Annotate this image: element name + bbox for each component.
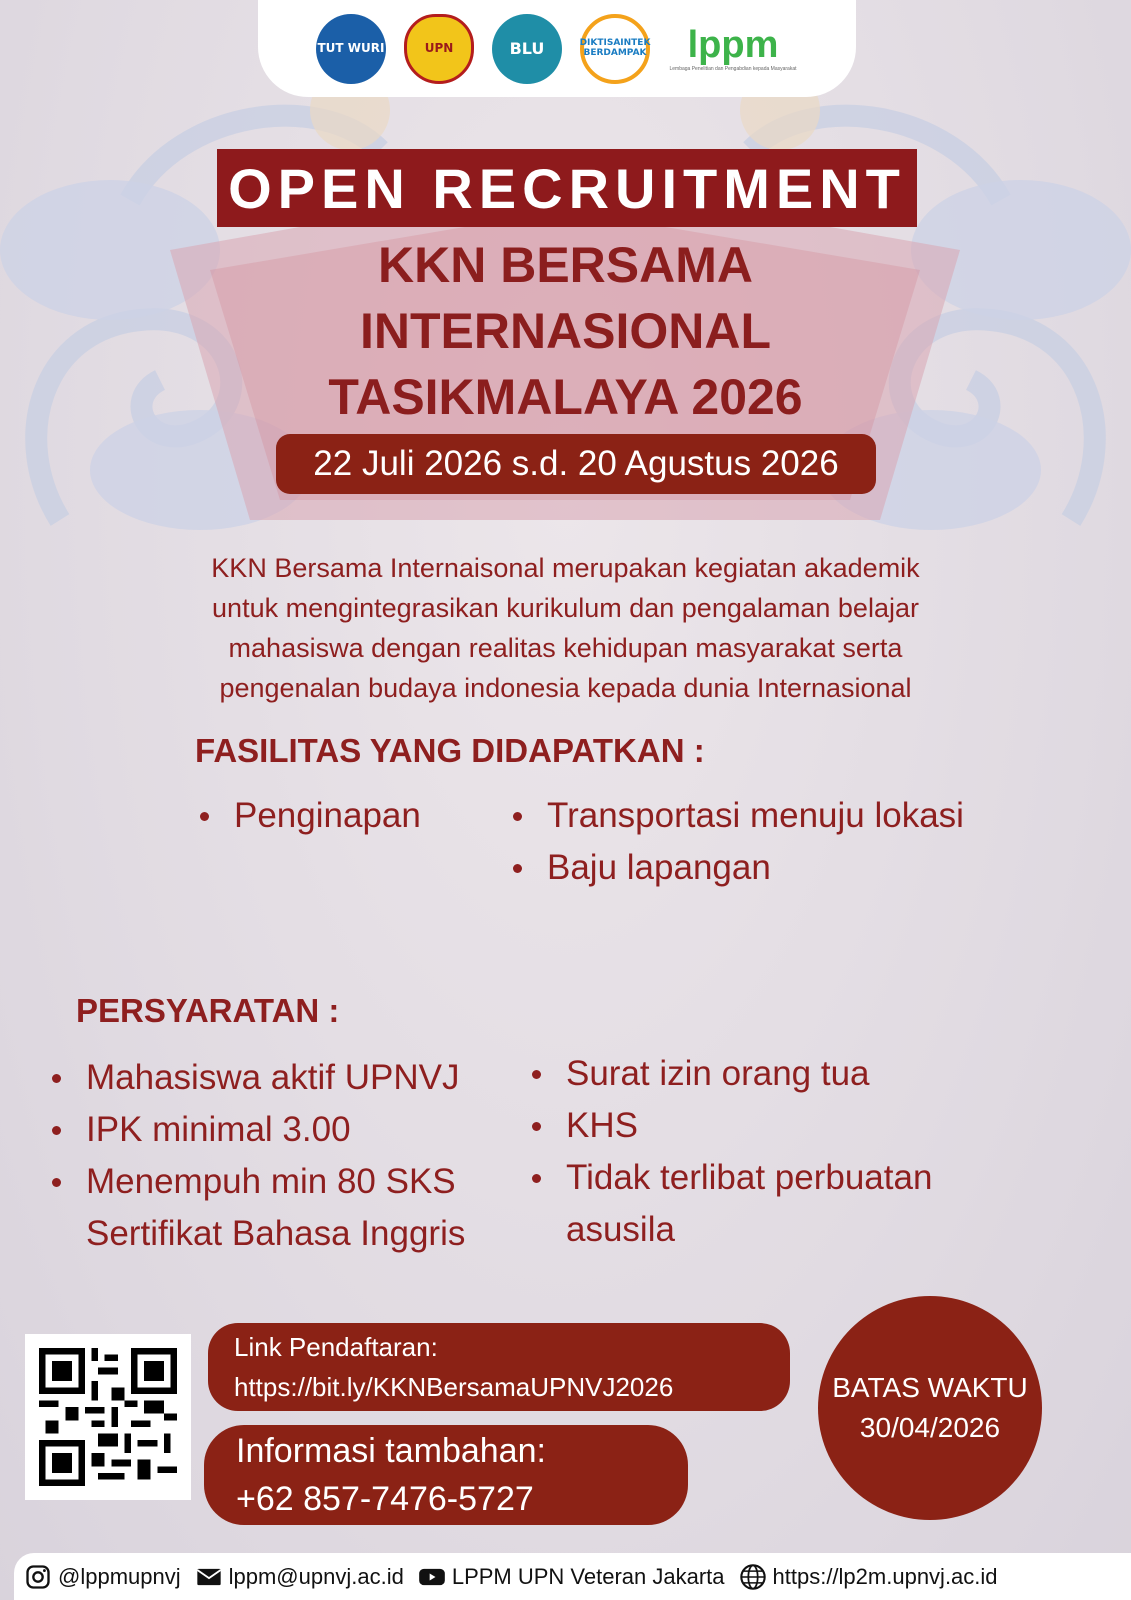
requirements-heading: PERSYARATAN : [76,992,340,1029]
upn-logo: UPN [404,14,474,84]
email-icon [195,1563,223,1591]
list-item: Mahasiswa aktif UPNVJ [52,1052,465,1104]
footer-website[interactable] [739,1563,998,1591]
list-item: KHS [532,1100,932,1152]
list-item: Transportasi menuju lokasi [513,790,964,842]
contact-label: Informasi tambahan: [236,1432,546,1470]
list-item: Baju lapangan [513,842,964,894]
email-address: lppm@upnvj.ac.id [228,1563,404,1589]
open-recruitment-banner: OPEN RECRUITMENT [217,149,917,227]
description-line: KKN Bersama Internaisonal merupakan kegiatan akademik [211,553,920,583]
lppm-logo [668,25,798,72]
registration-label: Link Pendaftaran: [234,1332,438,1362]
globe-icon [739,1563,767,1591]
list-item: asusila [566,1210,675,1249]
contact-phone[interactable]: +62 857-7476-5727 [236,1480,534,1518]
requirements-list-right [532,1048,932,1256]
logo-bar [258,0,856,97]
blu-logo: BLU [492,14,562,84]
diktisaintek-logo: DIKTISAINTEK BERDAMPAK [580,14,650,84]
footer-youtube[interactable] [418,1563,725,1591]
title-line-3: TASIKMALAYA 2026 [328,369,803,425]
description [100,548,1031,708]
date-range-pill: 22 Juli 2026 s.d. 20 Agustus 2026 [276,434,876,494]
kemdikbud-logo: TUT WURI [316,14,386,84]
description-line: pengenalan budaya indonesia kepada dunia Internasional [219,673,912,703]
facilities-heading: FASILITAS YANG DIDAPATKAN : [195,732,705,769]
list-item: Penginapan [200,790,421,842]
footer-instagram[interactable] [24,1563,181,1591]
list-item: Menempuh min 80 SKS [52,1156,465,1208]
registration-url-link[interactable]: https://bit.ly/KKNBersamaUPNVJ2026 [234,1372,674,1402]
youtube-channel: LPPM UPN Veteran Jakarta [451,1563,725,1589]
youtube-icon [418,1563,446,1591]
lppm-logo-text: lppm [687,23,779,66]
registration-link-box[interactable] [208,1323,790,1411]
registration-qr-code[interactable] [25,1334,191,1500]
title-line-1: KKN BERSAMA [378,237,753,293]
list-item: Tidak terlibat perbuatan [532,1152,932,1204]
footer-contact-bar [14,1553,1131,1600]
deadline-badge [818,1296,1042,1520]
lppm-logo-subtitle: Lembaga Penelitian dan Pengabdian kepada Masyarakat [669,65,797,72]
qr-code-icon [39,1348,177,1486]
facilities-list-left [200,790,421,842]
facilities-list-right [513,790,964,894]
footer-email[interactable] [195,1563,404,1591]
deadline-label: BATAS WAKTU [832,1372,1028,1403]
website-url: https://lp2m.upnvj.ac.id [772,1563,998,1589]
contact-info-box [204,1425,688,1525]
requirements-list-left [52,1052,465,1260]
list-item: Surat izin orang tua [532,1048,932,1100]
instagram-handle: @lppmupnvj [58,1563,181,1589]
instagram-icon [24,1563,52,1591]
description-line: mahasiswa dengan realitas kehidupan masyarakat serta [228,633,903,663]
deadline-date: 30/04/2026 [859,1412,1001,1443]
title-line-2: INTERNASIONAL [359,303,772,359]
description-line: untuk mengintegrasikan kurikulum dan pengalaman belajar [212,593,919,623]
list-item: Sertifikat Bahasa Inggris [86,1214,466,1253]
list-item: IPK minimal 3.00 [52,1104,465,1156]
